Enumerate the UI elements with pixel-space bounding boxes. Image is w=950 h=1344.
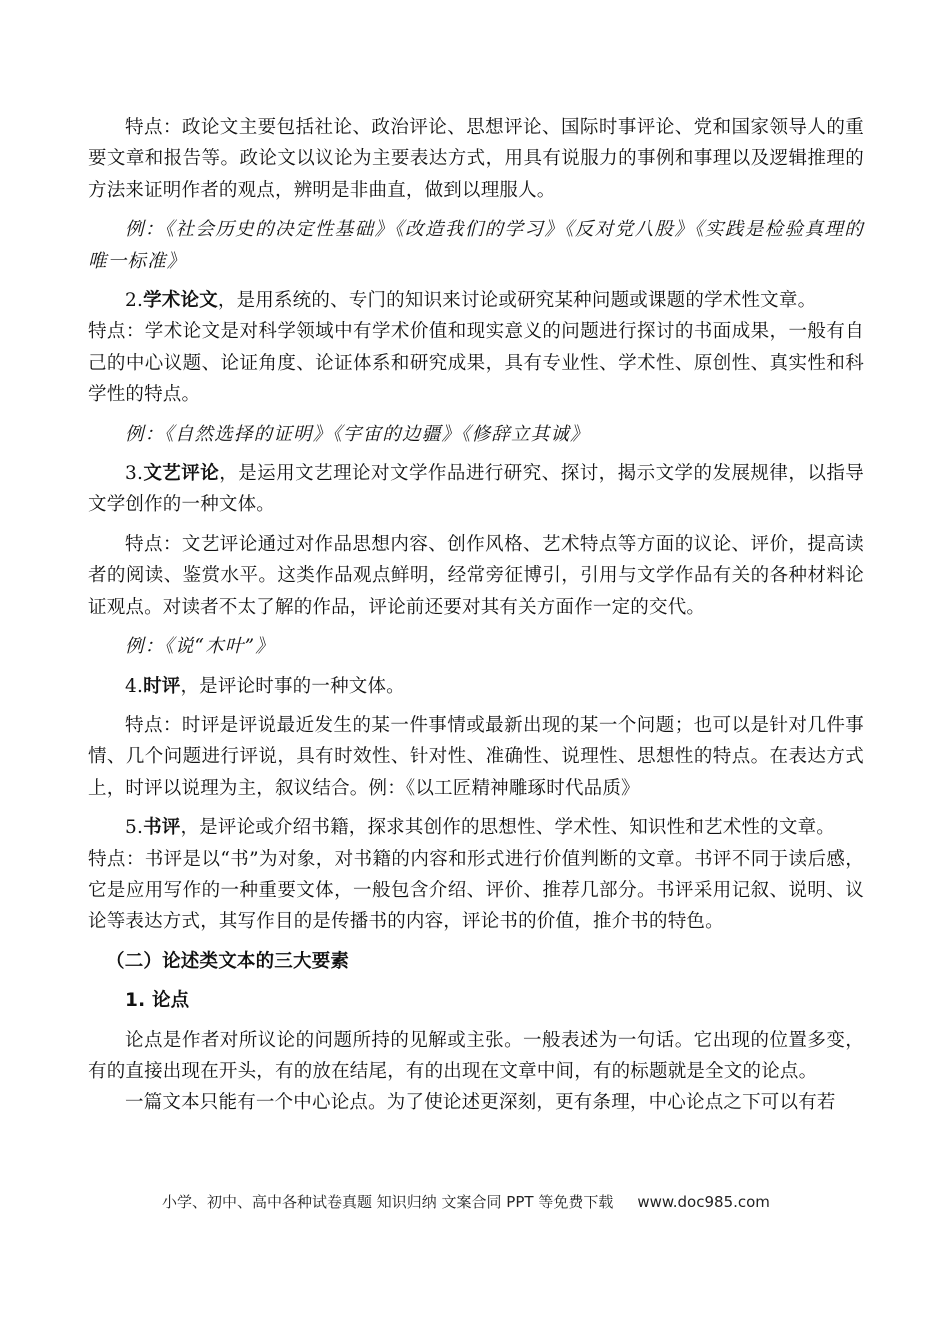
term-current-affairs: 时评 (143, 675, 181, 697)
definition: ，是评论或介绍书籍，探求其创作的思想性、学术性、知识性和艺术性的文章。 (180, 817, 835, 839)
term-academic-paper: 学术论文 (143, 290, 218, 312)
academic-paper-examples: 例：《自然选择的证明》《宇宙的边疆》《修辞立其诚》 (125, 423, 590, 445)
footer-text: 小学、初中、高中各种试卷真题 知识归纳 文案合同 PPT 等免费下载 (162, 1193, 614, 1211)
section-heading: （二）论述类文本的三大要素 (106, 950, 350, 972)
section-academic-paper (88, 285, 864, 316)
subsection-heading: 1. 论点 (125, 990, 190, 1012)
item-number: 3. (125, 463, 144, 485)
item-number: 4. (125, 675, 144, 697)
term-literary-criticism: 文艺评论 (143, 463, 220, 485)
page-footer (162, 1191, 862, 1212)
current-affairs-features: 特点：时评是评说最近发生的某一件事情或最新出现的某一个问题；也可以是针对几件事情、几个问题进行评说，具有时效性、针对性、准确性、说理性、思想性的特点。在表达方式上，时评以说理为主，叙议结合。例：《以工匠精神雕琢时代品质》 (88, 714, 864, 799)
section-book-review (88, 812, 864, 843)
zhenglunwen-features: 特点：政论文主要包括社论、政治评论、思想评论、国际时事评论、党和国家领导人的重要文章和报告等。政论文以议论为主要表达方式，用具有说服力的事例和事理以及逻辑推理的方法来证明作者的观点，辨明是非曲直，做到以理服人。 (88, 117, 864, 201)
book-review-features: 特点：书评是以“书”为对象，对书籍的内容和形式进行价值判断的文章。书评不同于读后感，它是应用写作的一种重要文体，一般包含介绍、评价、推荐几部分。书评采用记叙、说明、议论等表达方式，其写作目的是传播书的内容，评论书的价值，推介书的特色。 (88, 848, 864, 933)
footer-url[interactable]: www.doc985.com (637, 1193, 770, 1211)
zhenglunwen-examples: 例：《社会历史的决定性基础》《改造我们的学习》《反对党八股》《实践是检验真理的唯一标准》 (88, 219, 864, 272)
literary-criticism-features: 特点：文艺评论通过对作品思想内容、创作风格、艺术特点等方面的议论、评价，提高读者的阅读、鉴赏水平。这类作品观点鲜明，经常旁征博引，引用与文学作品有关的各种材料论证观点。对读者不太了解的作品，评论前还要对其有关方面作一定的交代。 (88, 533, 864, 618)
section-current-affairs (88, 671, 864, 702)
document-body (88, 112, 864, 1119)
literary-criticism-examples: 例：《说“木叶”》 (125, 636, 275, 658)
definition: ，是评论时事的一种文体。 (180, 675, 405, 697)
section-literary-criticism (88, 458, 864, 521)
lundian-paragraph-1: 论点是作者对所议论的问题所持的见解或主张。一般表述为一句话。它出现的位置多变，有的直接出现在开头，有的放在结尾，有的出现在文章中间，有的标题就是全文的论点。 (88, 1029, 864, 1082)
definition: ，是用系统的、专门的知识来讨论或研究某种问题或课题的学术性文章。 (217, 290, 817, 312)
lundian-paragraph-2: 一篇文本只能有一个中心论点。为了使论述更深刻，更有条理，中心论点之下可以有若 (125, 1092, 836, 1114)
academic-paper-features: 特点：学术论文是对科学领域中有学术价值和现实意义的问题进行探讨的书面成果，一般有自己的中心议题、论证角度、论证体系和研究成果，具有专业性、学术性、原创性、真实性和科学性的特点。 (88, 321, 864, 406)
item-number: 2. (125, 290, 144, 312)
definition: ，是运用文艺理论对文学作品进行研究、探讨，揭示文学的发展规律，以指导文学创作的一种文体。 (88, 463, 864, 516)
term-book-review: 书评 (143, 817, 181, 839)
item-number: 5. (125, 817, 144, 839)
